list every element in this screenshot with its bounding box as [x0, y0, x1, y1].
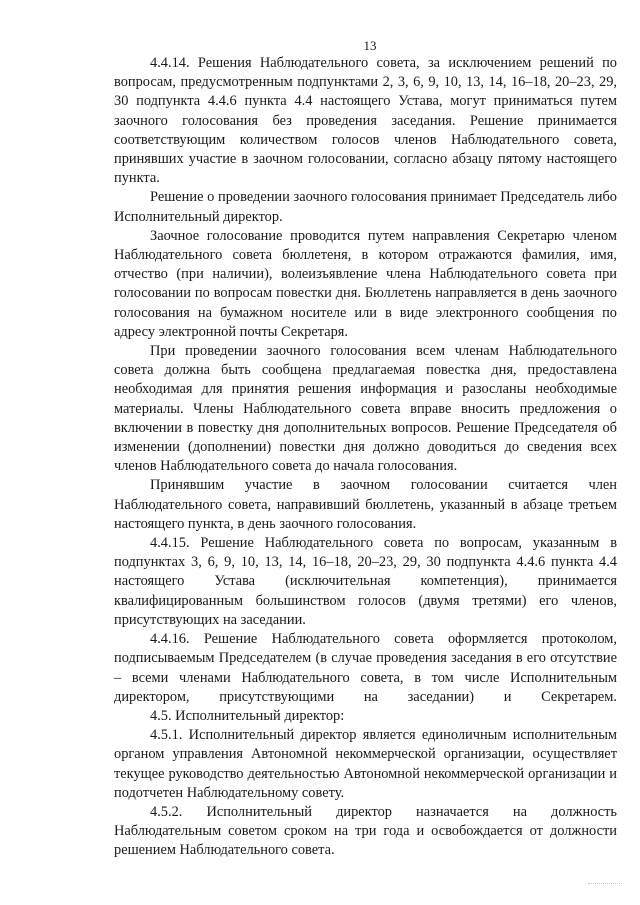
paragraph-ballot-procedure: Заочное голосование проводится путем направления Секретарю членом Наблюдательного совета бюллетеня, в котором отражаются фамилия, имя, отчество (при наличии), волеизъявление члена Наблюдательного совета при голосовании по вопросам повестки дня. Бюллетень направляется в день заочного голосования на бумажном носителе или в виде электронного сообщения по адресу электронной почты Секретаря. [114, 227, 617, 340]
section-heading-4-5: 4.5. Исполнительный директор: [150, 707, 345, 724]
paragraph-agenda-notice: При проведении заочного голосования всем членам Наблюдательного совета должна быть сообщена предлагаемая повестка дня, предоставлена необходимая для принятия решения информация и разосланы необходимые материалы. Члены Наблюдательного совета вправе вносить предложения о включении в повестку дня дополнительных вопросов. Решение Председателя об изменении (дополнении) повестки дня должно доводиться до сведения всех членов Наблюдательного совета до начала голосования. [114, 343, 617, 475]
paragraph-participation: Принявшим участие в заочном голосовании считается член Наблюдательного совета, направивший бюллетень, указанный в абзаце третьем настоящего пункта, в день заочного голосования. [114, 477, 617, 532]
paragraph-4-4-15: 4.4.15. Решение Наблюдательного совета по вопросам, указанным в подпунктах 3, 6, 9, 10, 13, 14, 16–18, 20–23, 29, 30 подпункта 4.4.6 пункта 4.4 настоящего Устава (исключительная компетенция), принимается квалифицированным большинством голосов (двумя третями) его членов, присутствующих на заседании. [114, 535, 617, 628]
paragraph-4-4-14: 4.4.14. Решения Наблюдательного совета, за исключением решений по вопросам, предусмотренным подпунктами 2, 3, 6, 9, 10, 13, 14, 16–18, 20–23, 29, 30 подпункта 4.4.6 пункта 4.4 настоящего Устава, могут приниматься путем заочного голосования без проведения заседания. Решение принимается соответствующим количеством голосов членов Наблюдательного совета, принявших участие в заочном голосовании, согласно абзацу пятому настоящего пункта. [114, 55, 617, 187]
page-number: 13 [363, 38, 377, 53]
paragraph-voting-initiator: Решение о проведении заочного голосования принимает Председатель либо Исполнительный директор. [114, 189, 617, 225]
paragraph-4-5-1: 4.5.1. Исполнительный директор является единоличным исполнительным органом управления Автономной некоммерческой организации, осуществляет текущее руководство деятельностью Автономной некоммерческой организации и подотчетен Наблюдательному совету. [114, 727, 617, 801]
paragraph-4-4-16: 4.4.16. Решение Наблюдательного совета оформляется протоколом, подписываемым Председателем (в случае проведения заседания в его отсутствие – всеми членами Наблюдательного совета, в том числе Исполнительным директором, присутствующими на заседании) и Секретарем. [114, 631, 617, 705]
scan-artifact [588, 883, 622, 886]
paragraph-4-5-2: 4.5.2. Исполнительный директор назначается на должность Наблюдательным советом сроком на три года и освобождается от должности решением Наблюдательного совета. [114, 803, 617, 859]
document-body [114, 54, 617, 861]
